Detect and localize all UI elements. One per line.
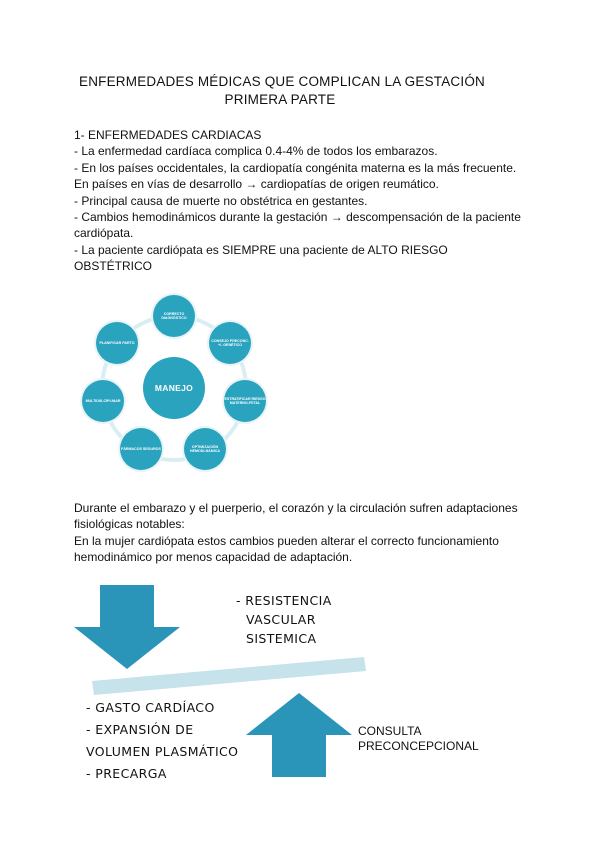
section-heading: 1- ENFERMEDADES CARDIACAS: [74, 128, 262, 142]
section-line: - La enfermedad cardíaca complica 0.4-4% de todos los embarazos.: [74, 144, 438, 159]
node-farmacos: FÁRMACOS SEGUROS: [120, 428, 162, 470]
balance-diagram: [74, 585, 534, 815]
section-line: - La paciente cardiópata es SIEMPRE una paciente de ALTO RIESGO: [74, 242, 448, 257]
center-node-manejo: MANEJO: [143, 357, 205, 419]
document-title: ENFERMEDADES MÉDICAS QUE COMPLICAN LA GESTACIÓN: [79, 74, 485, 89]
node-optimizacion: OPTIMIZACIÓN HEMODI-NÁMICA: [184, 428, 226, 470]
node-consejo: CONSEJO PRECONC. +/- GENÉTICO: [209, 322, 251, 364]
section-line: En países en vías de desarrollo → cardiopatías de origen reumático.: [74, 177, 439, 192]
paragraph-line: Durante el embarazo y el puerperio, el corazón y la circulación sufren adaptaciones: [74, 501, 518, 515]
section-line: - Principal causa de muerte no obstétrica en gestantes.: [74, 193, 368, 208]
up-arrow-icon: [246, 693, 352, 777]
section-line: - Cambios hemodinámicos durante la gestación → descompensación de la paciente: [74, 210, 521, 225]
node-planificar-parto: PLANIFICAR PARTO: [96, 322, 138, 364]
label-cambios: - GASTO CARDÍACO - EXPANSIÓN DE VOLUMEN PLASMÁTICO - PRECARGA: [86, 700, 239, 781]
paragraph-line: hemodinámico por menos capacidad de adaptación.: [74, 550, 353, 565]
node-diagnostico: CORRECTO DIAGNÓSTICO: [153, 295, 195, 337]
down-arrow-icon: [74, 585, 180, 669]
section-line: - En los países occidentales, la cardiopatía congénita materna es la más frecuente.: [74, 160, 517, 175]
paragraph-line: fisiológicas notables:: [74, 517, 185, 532]
label-consulta: CONSULTA PRECONCEPCIONAL: [358, 724, 479, 753]
node-estratificar: ESTRATIFICAR RIESGO MATERNO-FETAL: [224, 380, 266, 422]
node-multidisciplinar: MULTIDIS-CIPLINAR: [82, 380, 124, 422]
section-line: cardiópata.: [74, 226, 134, 241]
manejo-cycle-diagram: [74, 288, 274, 488]
section-line: OBSTÉTRICO: [74, 259, 153, 274]
document-subtitle: PRIMERA PARTE: [224, 92, 336, 107]
section-cardiac: [74, 127, 544, 275]
paragraph-line: En la mujer cardiópata estos cambios pueden alterar el correcto funcionamiento: [74, 533, 499, 548]
paragraph-adaptaciones: [74, 500, 544, 566]
label-resistencia: - RESISTENCIA VASCULAR SISTEMICA: [236, 593, 332, 646]
